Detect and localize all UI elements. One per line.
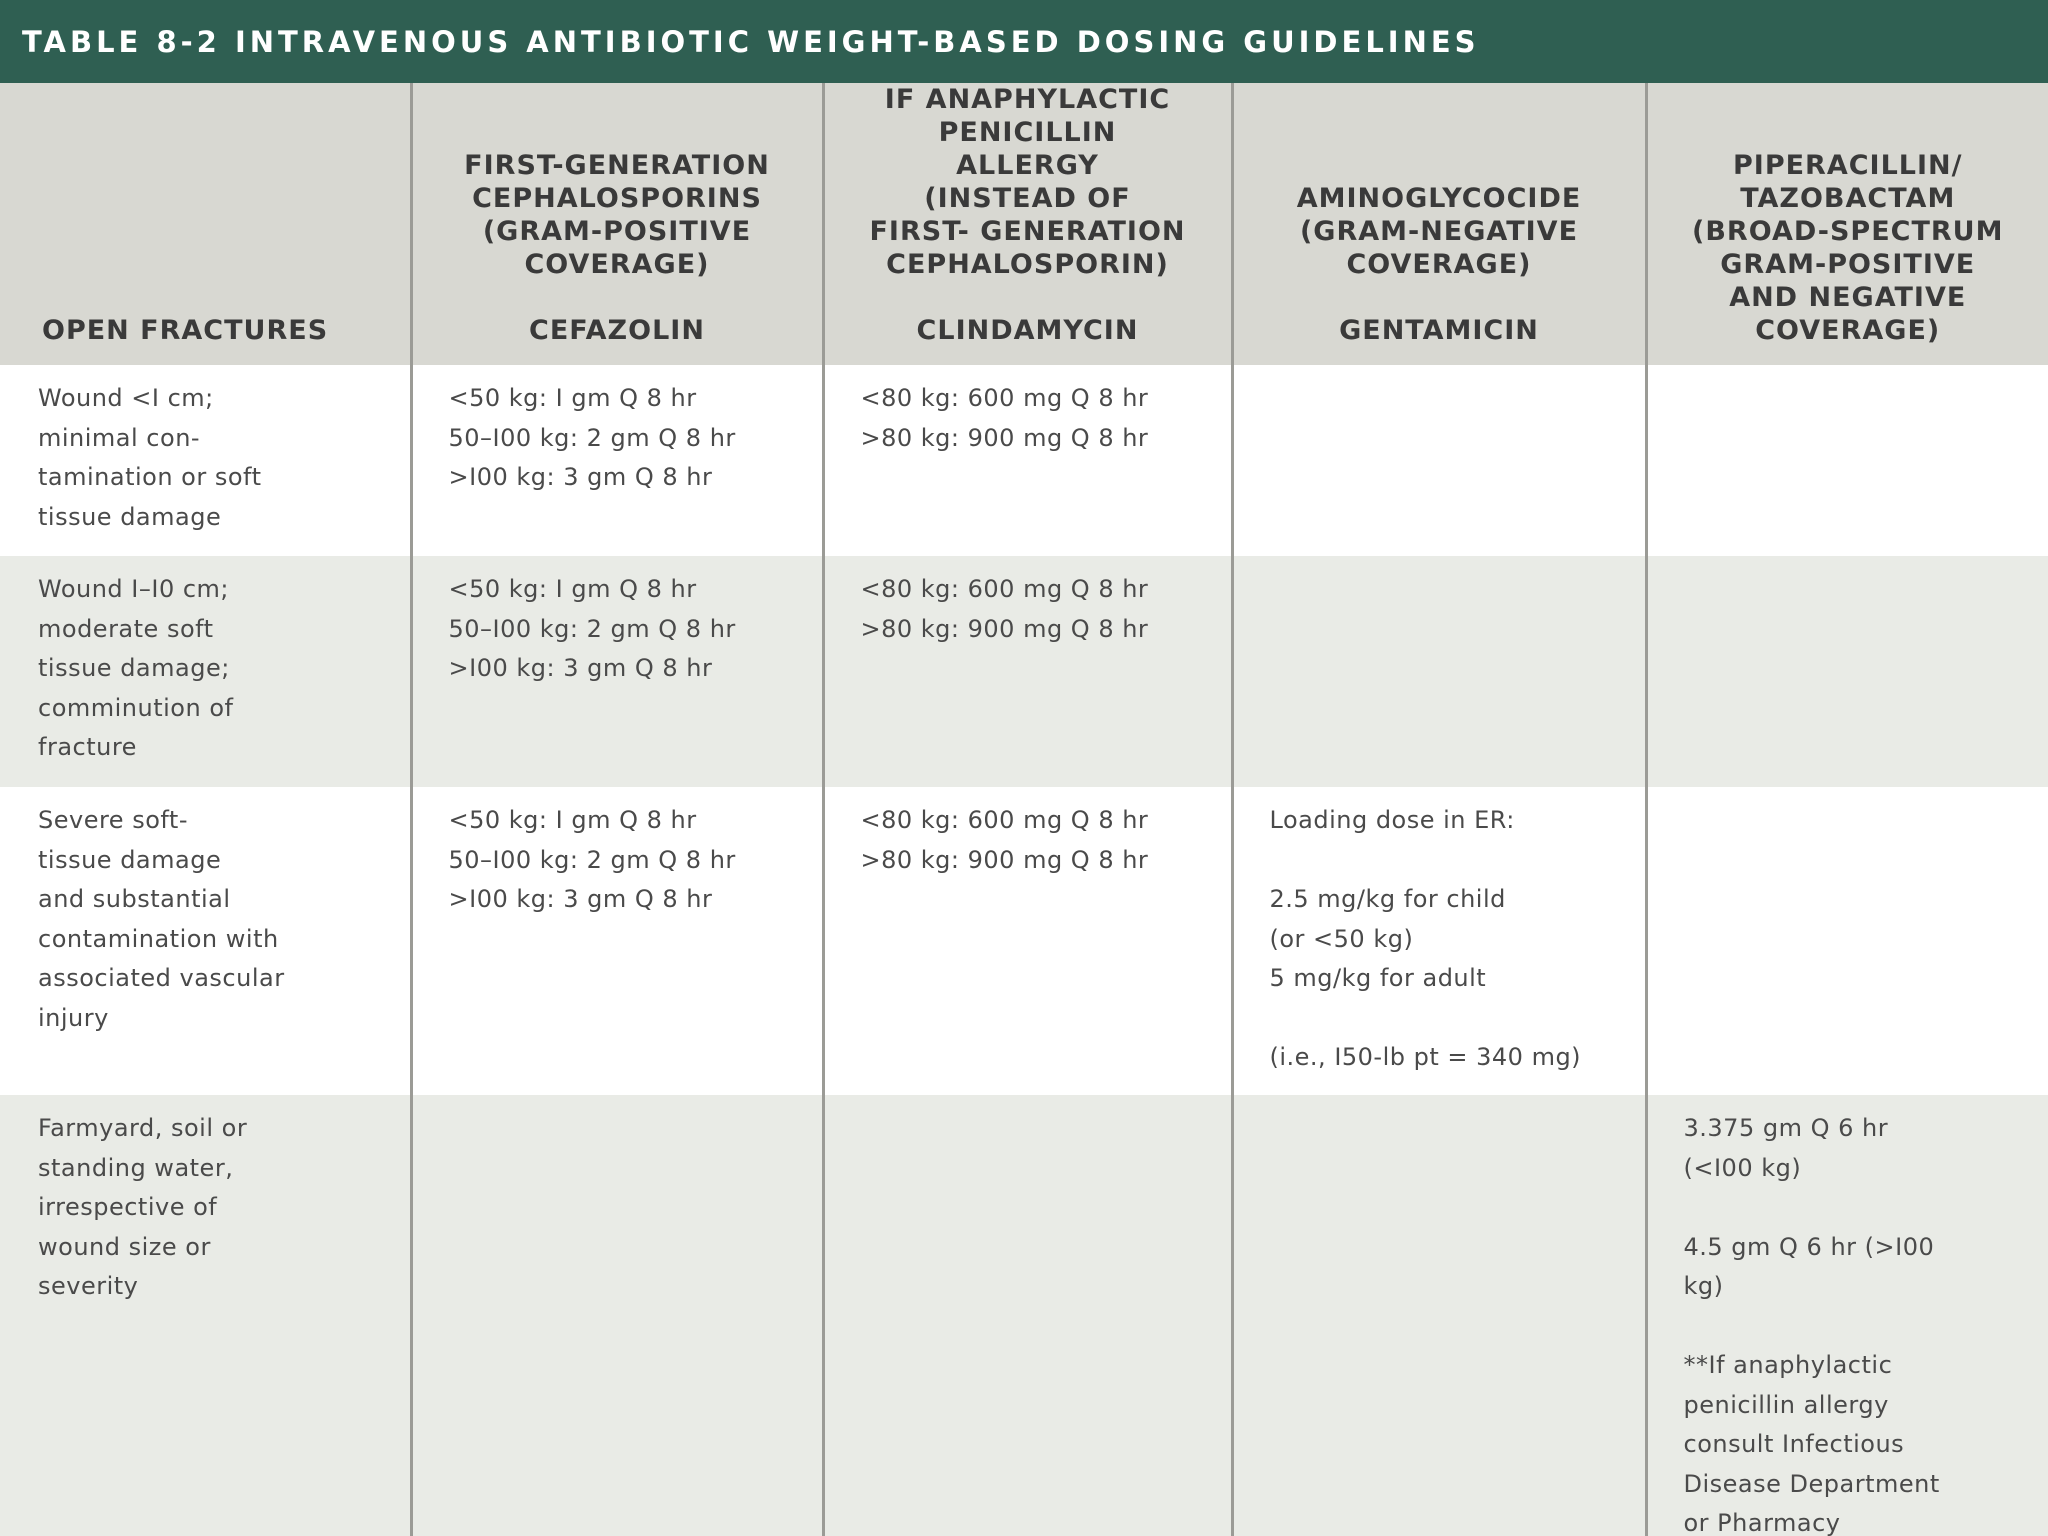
- cell-text-line: <50 kg: I gm Q 8 hr: [448, 806, 697, 834]
- cell-text-line: 50–I00 kg: 2 gm Q 8 hr: [448, 614, 736, 643]
- cell-text-line: <80 kg: 600 mg Q 8 hr: [860, 575, 1149, 603]
- header-drug-name: CEFAZOLIN: [529, 315, 705, 346]
- cell-cefazolin-dose: [411, 365, 823, 556]
- cell-text-line: >I00 kg: 3 gm Q 8 hr: [448, 463, 713, 491]
- dosing-table: [0, 83, 2048, 1536]
- cell-text-line: (<I00 kg): [1683, 1153, 1802, 1182]
- header-cefazolin: [411, 83, 823, 365]
- cell-text-line: consult Infectious: [1683, 1430, 1905, 1458]
- cell-text-line: comminution of: [38, 693, 234, 722]
- header-line: (BROAD-SPECTRUM: [1692, 216, 2004, 247]
- header-line: (GRAM-POSITIVE: [482, 216, 752, 247]
- table-row: [0, 787, 2048, 1095]
- header-clindamycin: [823, 83, 1232, 365]
- cell-text-line: minimal con-: [38, 423, 201, 452]
- cell-piperacillin-dose: [1646, 365, 2048, 556]
- cell-fracture-type: [0, 787, 411, 1095]
- cell-cefazolin-dose: [411, 1095, 823, 1536]
- cell-text-line: Disease Department: [1683, 1469, 1940, 1498]
- cell-text-line: <50 kg: I gm Q 8 hr: [448, 384, 697, 412]
- cell-gentamicin-dose: [1232, 365, 1646, 556]
- line-gap: [1684, 1188, 2033, 1228]
- cell-text-line: >I00 kg: 3 gm Q 8 hr: [448, 885, 713, 913]
- cell-text-line: associated vascular: [38, 964, 285, 992]
- cell-text-line: contamination with: [38, 924, 279, 953]
- header-line: IF ANAPHYLACTIC: [884, 84, 1171, 115]
- table-row: [0, 556, 2048, 787]
- table-title: TABLE 8-2 INTRAVENOUS ANTIBIOTIC WEIGHT-BASED DOSING GUIDELINES: [22, 24, 1480, 59]
- header-open-fractures: [0, 83, 411, 365]
- cell-text-line: Severe soft-: [38, 806, 188, 834]
- cell-text-line: Farmyard, soil or: [38, 1114, 248, 1142]
- cell-text-line: fracture: [38, 733, 137, 761]
- cell-gentamicin-dose: [1232, 556, 1646, 787]
- cell-text-line: tamination or soft: [38, 463, 262, 491]
- cell-text-line: standing water,: [38, 1153, 234, 1182]
- cell-piperacillin-dose: [1646, 1095, 2048, 1536]
- cell-fracture-type: [0, 1095, 411, 1536]
- cell-text-line: **If anaphylactic: [1683, 1351, 1893, 1379]
- cell-text-line: injury: [38, 1003, 109, 1032]
- cell-text-line: >80 kg: 900 mg Q 8 hr: [860, 845, 1149, 874]
- cell-text-line: kg): [1683, 1272, 1724, 1300]
- cell-text-line: 50–I00 kg: 2 gm Q 8 hr: [448, 423, 736, 452]
- cell-gentamicin-dose: [1232, 787, 1646, 1095]
- cell-clindamycin-dose: [823, 556, 1232, 787]
- cell-text-line: irrespective of: [38, 1193, 218, 1221]
- cell-gentamicin-dose: [1232, 1095, 1646, 1536]
- header-line: COVERAGE): [1755, 315, 1941, 346]
- header-line: PENICILLIN: [938, 117, 1117, 148]
- table-row: [0, 365, 2048, 556]
- header-line: TAZOBACTAM: [1740, 183, 1956, 214]
- cell-fracture-type: [0, 365, 411, 556]
- cell-text-line: >I00 kg: 3 gm Q 8 hr: [448, 654, 713, 682]
- cell-text-line: tissue damage: [38, 845, 222, 874]
- cell-text-line: (i.e., I50-lb pt = 340 mg): [1269, 1043, 1582, 1071]
- header-line: COVERAGE): [1346, 249, 1532, 280]
- line-gap: [1270, 841, 1629, 881]
- cell-text-line: 3.375 gm Q 6 hr: [1683, 1114, 1889, 1142]
- header-line: CEPHALOSPORIN): [886, 249, 1169, 280]
- header-line: (GRAM-NEGATIVE: [1299, 216, 1579, 247]
- cell-text-line: <80 kg: 600 mg Q 8 hr: [860, 806, 1149, 834]
- cell-text-line: moderate soft: [38, 614, 214, 643]
- header-row: [0, 83, 2048, 365]
- cell-text-line: (or <50 kg): [1269, 924, 1414, 953]
- cell-clindamycin-dose: [823, 787, 1232, 1095]
- cell-text-line: Loading dose in ER:: [1269, 806, 1515, 834]
- cell-text-line: penicillin allergy: [1683, 1390, 1889, 1419]
- header-line: AND NEGATIVE: [1729, 282, 1967, 313]
- cell-text-line: severity: [38, 1272, 139, 1300]
- header-line: FIRST-GENERATION: [464, 150, 770, 181]
- cell-text-line: Wound <I cm;: [38, 384, 214, 412]
- cell-text-line: 50–I00 kg: 2 gm Q 8 hr: [448, 845, 736, 874]
- cell-text-line: >80 kg: 900 mg Q 8 hr: [860, 423, 1149, 452]
- header-line: FIRST- GENERATION: [869, 216, 1186, 247]
- cell-text-line: Wound I–I0 cm;: [38, 575, 230, 603]
- cell-text-line: and substantial: [38, 885, 231, 913]
- cell-text-line: tissue damage;: [38, 654, 230, 682]
- header-line: COVERAGE): [524, 249, 710, 280]
- header-gentamicin: [1232, 83, 1646, 365]
- line-gap: [1684, 1307, 2033, 1347]
- cell-piperacillin-dose: [1646, 787, 2048, 1095]
- table-row: [0, 1095, 2048, 1536]
- header-line: CEPHALOSPORINS: [472, 183, 762, 214]
- cell-clindamycin-dose: [823, 1095, 1232, 1536]
- cell-text-line: or Pharmacy: [1683, 1509, 1841, 1536]
- header-line: (INSTEAD OF: [924, 183, 1131, 214]
- cell-text-line: 4.5 gm Q 6 hr (>I00: [1683, 1232, 1935, 1261]
- cell-clindamycin-dose: [823, 365, 1232, 556]
- cell-cefazolin-dose: [411, 556, 823, 787]
- header-line: AMINOGLYCOCIDE: [1296, 183, 1582, 214]
- header-line: GRAM-POSITIVE: [1720, 249, 1976, 280]
- table-title-bar: [0, 0, 2048, 83]
- header-line: PIPERACILLIN/: [1732, 150, 1963, 181]
- cell-fracture-type: [0, 556, 411, 787]
- cell-text-line: tissue damage: [38, 502, 222, 531]
- header-drug-name: GENTAMICIN: [1339, 315, 1539, 346]
- cell-text-line: 5 mg/kg for adult: [1269, 964, 1487, 992]
- header-line: ALLERGY: [956, 150, 1099, 181]
- cell-piperacillin-dose: [1646, 556, 2048, 787]
- line-gap: [1270, 999, 1629, 1039]
- header-piperacillin-tazobactam: [1646, 83, 2048, 365]
- cell-text-line: <80 kg: 600 mg Q 8 hr: [860, 384, 1149, 412]
- cell-text-line: 2.5 mg/kg for child: [1269, 885, 1506, 913]
- cell-cefazolin-dose: [411, 787, 823, 1095]
- header-drug-name: CLINDAMYCIN: [916, 315, 1139, 346]
- cell-text-line: <50 kg: I gm Q 8 hr: [448, 575, 697, 603]
- cell-text-line: >80 kg: 900 mg Q 8 hr: [860, 614, 1149, 643]
- header-line: OPEN FRACTURES: [42, 315, 329, 346]
- cell-text-line: wound size or: [38, 1232, 211, 1261]
